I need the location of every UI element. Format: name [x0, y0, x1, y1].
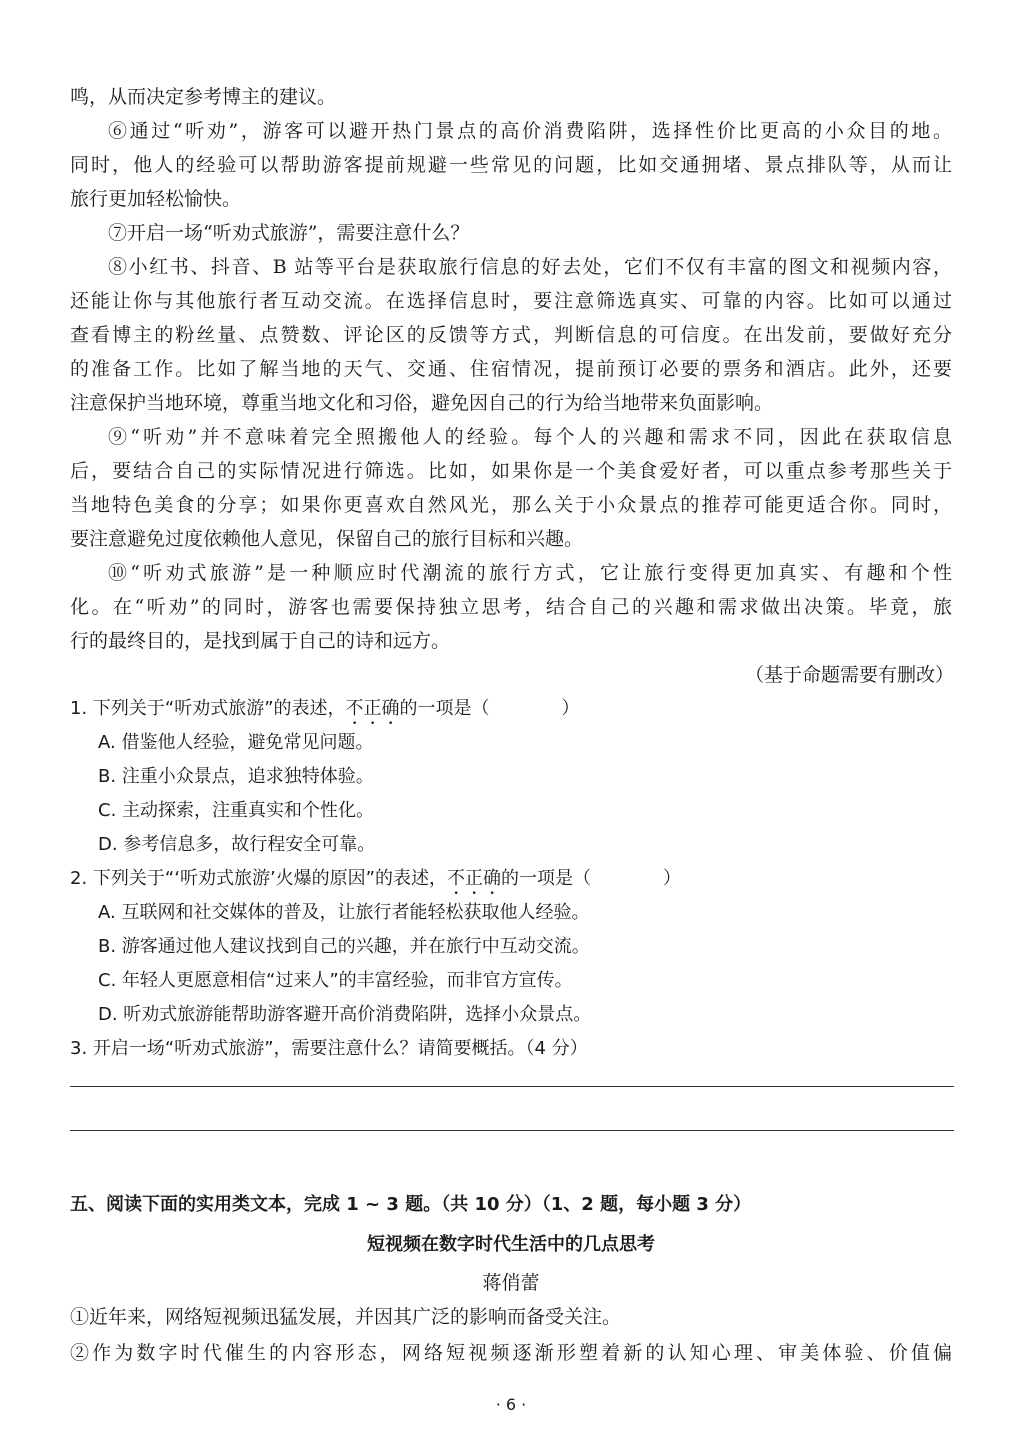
question-1-option-b: B. 注重小众景点，追求独特体验。 — [98, 766, 374, 787]
passage-p9-line3: 当地特色美食的分享；如果你更喜欢自然风光，那么关于小众景点的推荐可能更适合你。同时， — [70, 494, 952, 516]
passage-p6-line1: ⑥通过“听劝”，游客可以避开热门景点的高价消费陷阱，选择性价比更高的小众目的地。 — [108, 120, 952, 142]
passage-p7: ⑦开启一场“听劝式旅游”，需要注意什么？ — [108, 222, 470, 244]
question-2-stem: 2. 下列关于“‘听劝式旅游’火爆的原因”的表述，不正确的一项是（ ） — [70, 868, 681, 889]
passage-p6-line3: 旅行更加轻松愉快。 — [70, 188, 242, 210]
question-1-option-d: D. 参考信息多，故行程安全可靠。 — [98, 834, 376, 855]
passage-p8-line3: 查看博主的粉丝量、点赞数、评论区的反馈等方式，判断信息的可信度。在出发前，要做好充分 — [70, 324, 952, 346]
passage-p9-line1: ⑨“听劝”并不意味着完全照搬他人的经验。每个人的兴趣和需求不同，因此在获取信息 — [108, 426, 952, 448]
question-1-stem: 1. 下列关于“听劝式旅游”的表述，不正确的一项是（ ） — [70, 698, 580, 719]
answer-line-1[interactable] — [70, 1086, 954, 1087]
article-p1: ①近年来，网络短视频迅猛发展，并因其广泛的影响而备受关注。 — [70, 1306, 622, 1328]
question-1-emphasis: 不正确 — [345, 698, 400, 719]
question-2-option-a: A. 互联网和社交媒体的普及，让旅行者能轻松获取他人经验。 — [98, 902, 590, 923]
source-note: （基于命题需要有删改） — [744, 664, 954, 686]
passage-p10-line3: 行的最终目的，是找到属于自己的诗和远方。 — [70, 630, 451, 652]
question-1-option-c: C. 主动探索，注重真实和个性化。 — [98, 800, 375, 821]
passage-p9-line4: 要注意避免过度依赖他人意见，保留自己的旅行目标和兴趣。 — [70, 528, 584, 550]
passage-p8-line1: ⑧小红书、抖音、B 站等平台是获取旅行信息的好去处，它们不仅有丰富的图文和视频内容， — [108, 256, 952, 278]
passage-p8-line5: 注意保护当地环境，尊重当地文化和习俗，避免因自己的行为给当地带来负面影响。 — [70, 392, 774, 414]
question-2-option-c: C. 年轻人更愿意相信“过来人”的丰富经验，而非官方宣传。 — [98, 970, 573, 991]
passage-p5-end: 鸣，从而决定参考博主的建议。 — [70, 86, 337, 108]
passage-p10-line1: ⑩“听劝式旅游”是一种顺应时代潮流的旅行方式，它让旅行变得更加真实、有趣和个性 — [108, 562, 952, 584]
question-1-option-a: A. 借鉴他人经验，避免常见问题。 — [98, 732, 374, 753]
article-title: 短视频在数字时代生活中的几点思考 — [367, 1234, 655, 1255]
passage-p9-line2: 后，要结合自己的实际情况进行筛选。比如，如果你是一个美食爱好者，可以重点参考那些关于 — [70, 460, 952, 482]
section-5-heading: 五、阅读下面的实用类文本，完成 1 ~ 3 题。（共 10 分）（1、2 题，每小题 3 分） — [70, 1194, 752, 1215]
page-number: · 6 · — [495, 1395, 527, 1414]
passage-p6-line2: 同时，他人的经验可以帮助游客提前规避一些常见的问题，比如交通拥堵、景点排队等，从而让 — [70, 154, 952, 176]
question-2-option-b: B. 游客通过他人建议找到自己的兴趣，并在旅行中互动交流。 — [98, 936, 590, 957]
question-2-option-d: D. 听劝式旅游能帮助游客避开高价消费陷阱，选择小众景点。 — [98, 1004, 592, 1025]
passage-p8-line2: 还能让你与其他旅行者互动交流。在选择信息时，要注意筛选真实、可靠的内容。比如可以通过 — [70, 290, 952, 312]
article-p2-line1: ②作为数字时代催生的内容形态，网络短视频逐渐形塑着新的认知心理、审美体验、价值偏 — [70, 1342, 952, 1364]
question-3-stem: 3. 开启一场“听劝式旅游”，需要注意什么？请简要概括。（4 分） — [70, 1038, 588, 1059]
article-author: 蒋俏蕾 — [482, 1272, 540, 1294]
passage-p10-line2: 化。在“听劝”的同时，游客也需要保持独立思考，结合自己的兴趣和需求做出决策。毕竟，旅 — [70, 596, 952, 618]
passage-p8-line4: 的准备工作。比如了解当地的天气、交通、住宿情况，提前预订必要的票务和酒店。此外，还要 — [70, 358, 952, 380]
question-2-emphasis: 不正确 — [447, 868, 501, 889]
answer-line-2[interactable] — [70, 1130, 954, 1131]
